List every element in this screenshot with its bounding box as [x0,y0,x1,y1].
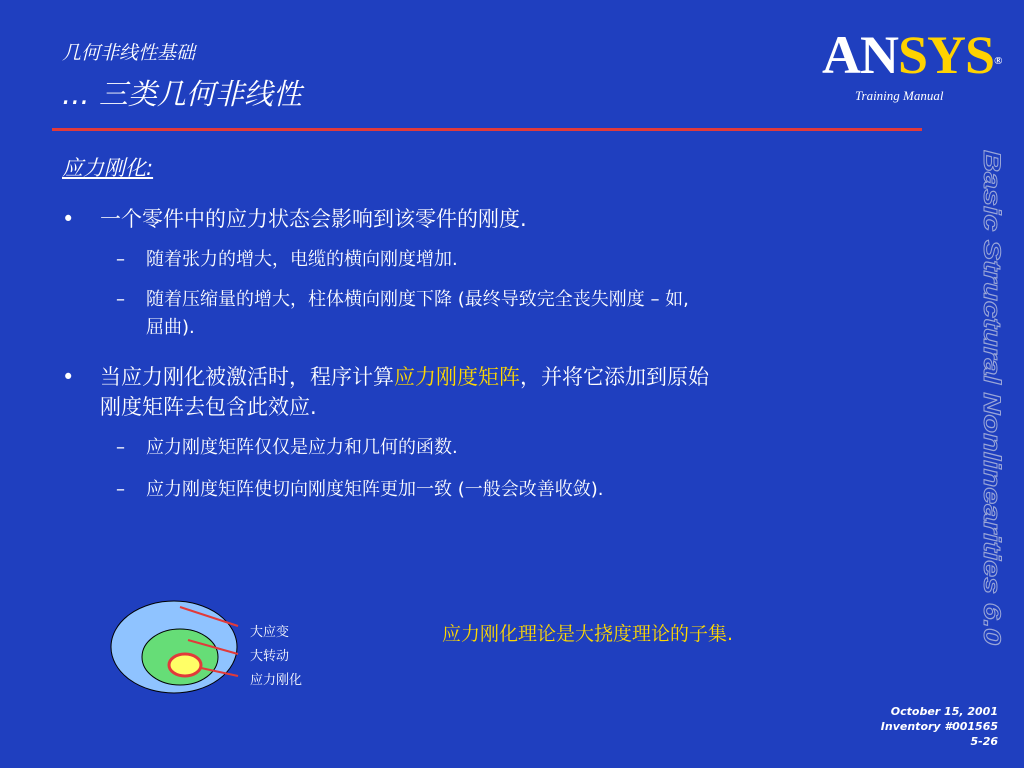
label-large-strain: 大应变 [250,625,290,640]
bullet-text-b: ，并将它添加到原始 [520,365,709,389]
sub-bullet-marker: – [116,249,125,270]
sub-bullet-text: 应力刚度矩阵使切向刚度矩阵更加一致 (一般会改善收敛). [146,479,604,500]
sub-bullet-text: 随着张力的增大，电缆的横向刚度增加. [146,249,458,270]
bullet-text-a: 当应力刚化被激活时，程序计算 [100,365,394,389]
footer [881,704,998,749]
footer-page-number: 5-26 [970,735,998,748]
bullet-marker: • [62,365,75,389]
training-manual-label: Training Manual [855,88,944,103]
label-stress-stiffening: 应力刚化 [250,673,303,688]
bullet-text: 一个零件中的应力状态会影响到该零件的刚度. [100,207,527,231]
registered-mark: ® [994,55,1002,67]
label-large-rotation: 大转动 [250,649,290,664]
sub-bullet-marker: – [116,437,125,458]
stress-stiffening-ellipse [169,654,201,676]
figure-caption: 应力刚化理论是大挠度理论的子集. [442,623,734,645]
logo-an: AN [822,25,898,85]
sub-bullet-marker: – [116,479,125,500]
section-heading: 应力刚化: [62,156,154,180]
bullet-text-line2: 刚度矩阵去包含此效应. [100,395,317,419]
header-divider [52,128,922,131]
sub-bullet-text: 应力刚度矩阵仅仅是应力和几何的函数. [146,437,458,458]
bullet-marker: • [62,207,75,231]
header-subtitle: 几何非线性基础 [62,42,196,64]
sub-bullet-marker: – [116,289,125,310]
page-title: ... 三类几何非线性 [62,77,302,111]
highlight-stress-stiffness-matrix: 应力刚度矩阵 [394,365,520,389]
side-title-text: Basic Structural Nonlinearities 6.0 [978,150,1005,540]
sub-bullet-text-line1: 随着压缩量的增大，柱体横向刚度下降 (最终导致完全丧失刚度 – 如, [146,289,689,310]
footer-date: October 15, 2001 [890,705,998,718]
footer-inventory: Inventory #001565 [880,720,998,733]
logo-sys: SYS [898,25,995,85]
side-title [974,150,1014,650]
ansys-logo [822,25,1002,85]
sub-bullet-text-line2: 屈曲). [146,317,195,338]
bullet-text-line1 [100,362,709,392]
